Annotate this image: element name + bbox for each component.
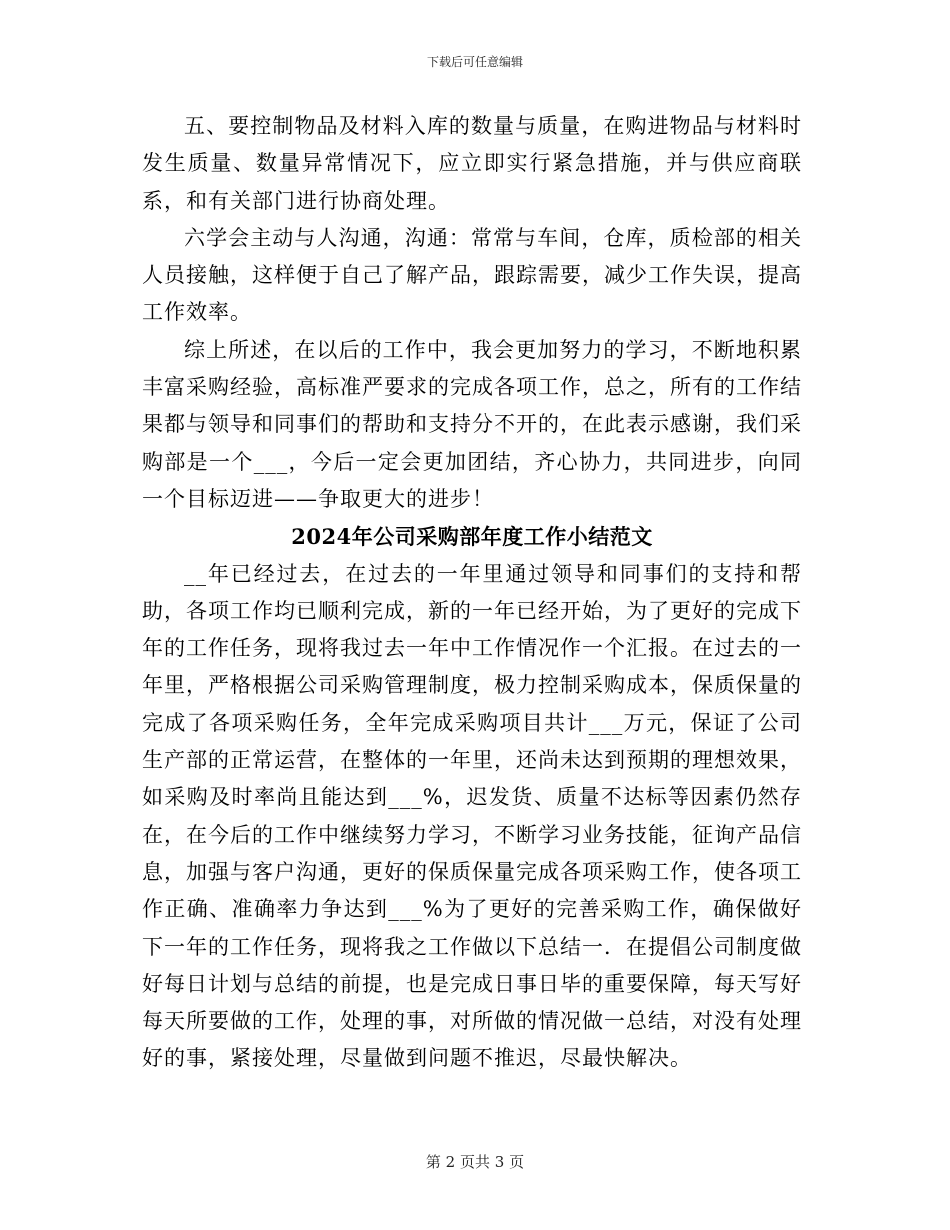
document-body [142,108,802,1078]
paragraph-report: __年已经过去，在过去的一年里通过领导和同事们的支持和帮助，各项工作均已顺利完成，新的一年已经开始，为了更好的完成下年的工作任务，现将我过去一年中工作情况作一个汇报。在过去的一年里，严格根据公司采购管理制度，极力控制采购成本，保质保量的完成了各项采购任务，全年完成采购项目共计___万元，保证了公司生产部的正常运营，在整体的一年里，还尚未达到预期的理想效果，如采购及时率尚且能达到___%，迟发货、质量不达标等因素仍然存在，在今后的工作中继续努力学习，不断学习业务技能，征询产品信息，加强与客户沟通，更好的保质保量完成各项采购工作，使各项工作正确、准确率力争达到___%为了更好的完善采购工作，确保做好下一年的工作任务，现将我之工作做以下总结一．在提倡公司制度做好每日计划与总结的前提，也是完成日事日毕的重要保障，每天写好每天所要做的工作，处理的事，对所做的情况做一总结，对没有处理好的事，紧接处理，尽量做到问题不推迟，尽最快解决。 [142,561,802,1071]
page-header: 下载后可任意编辑 [426,55,523,69]
paragraph-summary: 综上所述，在以后的工作中，我会更加努力的学习，不断地积累丰富采购经验，高标准严要求的完成各项工作，总之，所有的工作结果都与领导和同事们的帮助和支持分不开的，在此表示感谢，我们采购部是一个___，今后一定会更加团结，齐心协力，共同进步，向同一个目标迈进——争取更大的进步！ [142,337,802,511]
section-title: 2024年公司采购部年度工作小结范文 [291,524,653,550]
page-footer: 第 2 页共 3 页 [425,1153,525,1171]
paragraph-item-six: 六学会主动与人沟通，沟通：常常与车间，仓库，质检部的相关人员接触，这样便于自己了解产品，跟踪需要，减少工作失误，提高工作效率。 [142,225,802,325]
paragraph-item-five: 五、要控制物品及材料入库的数量与质量，在购进物品与材料时发生质量、数量异常情况下，应立即实行紧急措施，并与供应商联系，和有关部门进行协商处理。 [142,114,802,213]
